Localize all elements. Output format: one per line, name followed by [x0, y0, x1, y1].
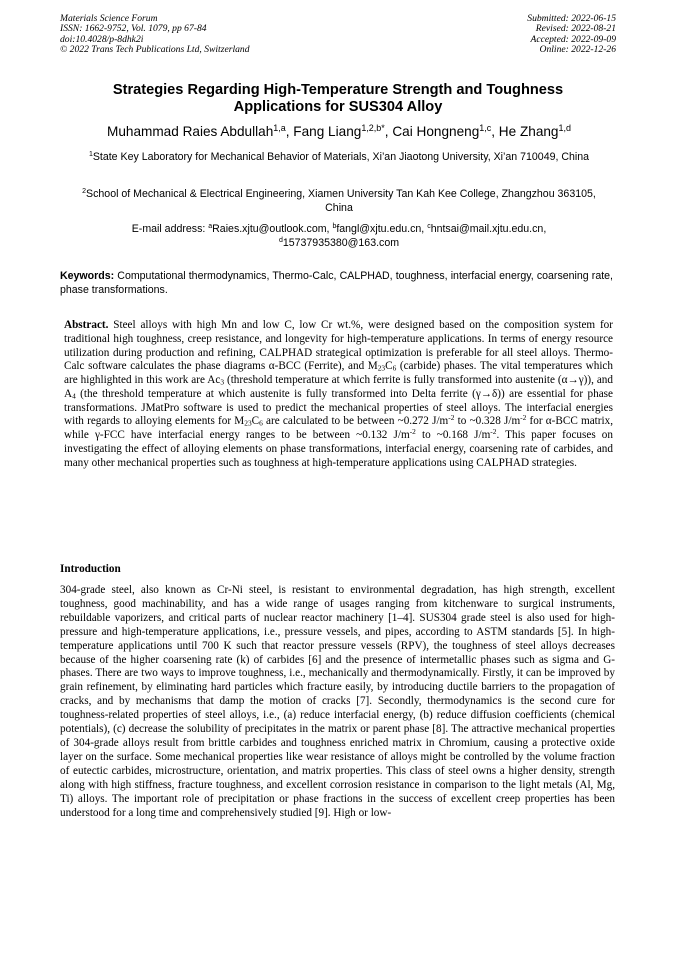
affiliation-text: School of Mechanical & Electrical Engineering, Xiamen University Tan Kah Kee College, Zhangzhou 363105, China	[86, 188, 596, 214]
keywords-label: Keywords:	[60, 270, 115, 282]
section-heading-introduction: Introduction	[60, 563, 121, 575]
author-separator: ,	[285, 124, 294, 139]
keywords-section	[60, 269, 613, 297]
author-separator: ,	[491, 124, 499, 139]
abstract-section	[64, 319, 613, 470]
author-affiliation-mark: 1,c	[479, 123, 492, 134]
email-link[interactable]: fangl@xjtu.edu.cn	[336, 223, 422, 235]
affiliation-1	[70, 150, 608, 164]
email-separator: ,	[543, 223, 547, 235]
abstract-text: for α-BCC matrix, while γ-FCC have interfacial energy ranges to be between ~0.132 J/m	[64, 415, 614, 441]
author-name: Fang Liang	[293, 124, 362, 139]
subscript: 6	[259, 418, 263, 428]
email-link[interactable]: hntsai@mail.xjtu.edu.cn	[430, 223, 544, 235]
abstract-text: C	[385, 360, 393, 373]
author-affiliation-mark: 1,d	[558, 123, 571, 134]
superscript: -2	[490, 426, 497, 436]
online-date: Online: 2022-12-26	[539, 44, 616, 56]
publication-dates	[527, 14, 616, 56]
affiliation-2	[70, 187, 608, 215]
email-mark: d	[278, 237, 283, 245]
author-name: Cai Hongneng	[392, 124, 480, 139]
email-link[interactable]: 15737935380@163.com	[282, 237, 400, 249]
abstract-text: . This paper focuses on investigating the effect of alloying elements on phase transformations, interfacial energy, coarsening rate of carbides, and many other mechanical properties such as toughness at high-temperature applications using CALPHAD strategies.	[64, 429, 613, 469]
author-separator: ,	[384, 124, 393, 139]
keywords-text: Computational thermodynamics, Thermo-Calc, CALPHAD, toughness, interfacial energy, coarsening rate, phase transformations.	[60, 270, 613, 296]
journal-issn: ISSN: 1662-9752, Vol. 1079, pp 67-84	[60, 23, 207, 35]
abstract-text: C	[251, 415, 260, 428]
affiliation-mark: 2	[82, 188, 87, 196]
paper-title	[60, 82, 616, 116]
email-addresses	[70, 222, 608, 250]
title-line-2: Applications for SUS304 Alloy	[233, 99, 443, 115]
email-mark: a	[208, 223, 213, 231]
author-list	[40, 124, 638, 140]
superscript: -2	[448, 413, 455, 423]
email-separator: ,	[421, 223, 428, 235]
journal-name: Materials Science Forum	[60, 13, 158, 24]
email-label: E-mail address:	[131, 223, 209, 235]
subscript: 23	[377, 363, 386, 373]
author-name: Muhammad Raies Abdullah	[107, 124, 274, 139]
abstract-text: (the threshold temperature at which austenite is fully transformed into Delta ferrite (γ→δ)) are essential for phase transformations. JMatPro software is used to predict the mechanical properties of steel alloys. The interfacial energies with regards to alloying elements for M	[64, 387, 613, 428]
abstract-text: are calculated to be between ~0.272 J/m	[262, 415, 449, 428]
affiliation-mark: 1	[88, 151, 93, 159]
abstract-label: Abstract.	[64, 319, 109, 331]
subscript: 23	[244, 418, 252, 428]
subscript: 3	[220, 377, 225, 387]
subscript: 4	[72, 391, 76, 401]
email-mark: c	[427, 223, 431, 231]
affiliation-text: State Key Laboratory for Mechanical Behavior of Materials, Xi’an Jiaotong University, Xi’an 710049, China	[92, 151, 590, 163]
submitted-date: Submitted: 2022-06-15	[527, 13, 616, 24]
email-link[interactable]: Raies.xjtu@outlook.com	[212, 223, 327, 235]
author-name: He Zhang	[498, 124, 559, 139]
journal-header	[60, 14, 250, 56]
title-line-1: Strategies Regarding High-Temperature Strength and Toughness	[112, 82, 564, 98]
superscript: -2	[409, 426, 416, 436]
abstract-text: (carbide) phases. The vital temperatures which are highlighted in this work are Ac	[64, 360, 613, 386]
accepted-date: Accepted: 2022-09-09	[530, 33, 616, 45]
abstract-text: Steel alloys with high Mn and low C, low Cr wt.%, were designed based on the composition system for traditional high toughness, creep resistance, and longevity for high-temperature applications. In terms of energy resource utilization during production and refining, CALPHAD strategical optimization is preferable for all steel alloys. Thermo-Calc software calculates the phase diagrams α-BCC (Ferrite), and M	[64, 319, 613, 373]
journal-doi[interactable]: doi:10.4028/p-8dhk2i	[60, 33, 144, 45]
abstract-text: (threshold temperature at which ferrite is fully transformed into austenite (α→γ)), and A	[64, 374, 613, 400]
email-mark: b	[332, 223, 337, 231]
abstract-text: to ~0.168 J/m	[415, 429, 491, 441]
introduction-body: 304-grade steel, also known as Cr-Ni steel, is resistant to environmental degradation, has high strength, excellent toughness, good machinability, and has a wide range of usages ranging from kitchenware to surgical instruments, rebuildable vaporizers, and critical parts of nuclear reactor machinery [1–4]. SUS304 grade steel is also used for high-pressure and high-temperature applications, i.e., pressure vessels, and pipes, according to ASTM standards [5]. In high-temperature applications until 700 K such that reactor pressure vessels (RPV), the toughness of steel alloys decreases because of the higher coarsening rate (k) of carbides [6] and the presence of intermetallic phases such as sigma and G-phases. There are two ways to improve toughness, i.e., mechanically and thermodynamically. Firstly, it can be improved by grain refinement, by eliminating hard particles which fracture easily, by introducing ductile barriers to the propagation of cracks, and by mechanisms that damp the motion of cracks [7]. Secondly, thermodynamics is the second cure for toughness-related properties of steel alloys, i.e., (a) reduce interfacial energy, (b) reduce diffusion coefficients (chemical potentials), (c) decrease the solubility of precipitates in the matrix or parent phase [8]. The attractive mechanical properties of 304-grade alloys result from brittle carbides and toughness enriched matrix in Chromium, causing a protective oxide layer on the surface. Some mechanical properties like wear resistance of alloys might be controlled by the volume fraction of eutectic carbides, microstructure, orientation, and matrix properties. This class of steel owns a higher density, strength along with high stiffness, fracture toughness, and excellent corrosion resistance in comparison to the light metals (Al, Mg, Ti) alloys. The important role of precipitation or phase fractions in the success of excellent creep properties has been understood for a long time and comprehensively studied [9]. High or low-	[60, 584, 615, 819]
revised-date: Revised: 2022-08-21	[535, 23, 616, 35]
author-affiliation-mark: 1,2,b*	[361, 123, 385, 134]
subscript: 6	[392, 363, 397, 373]
journal-copyright: © 2022 Trans Tech Publications Ltd, Switzerland	[60, 44, 250, 56]
author-affiliation-mark: 1,a	[273, 123, 286, 134]
email-separator: ,	[326, 223, 333, 235]
superscript: -2	[520, 413, 527, 423]
abstract-text: to ~0.328 J/m	[454, 415, 521, 428]
